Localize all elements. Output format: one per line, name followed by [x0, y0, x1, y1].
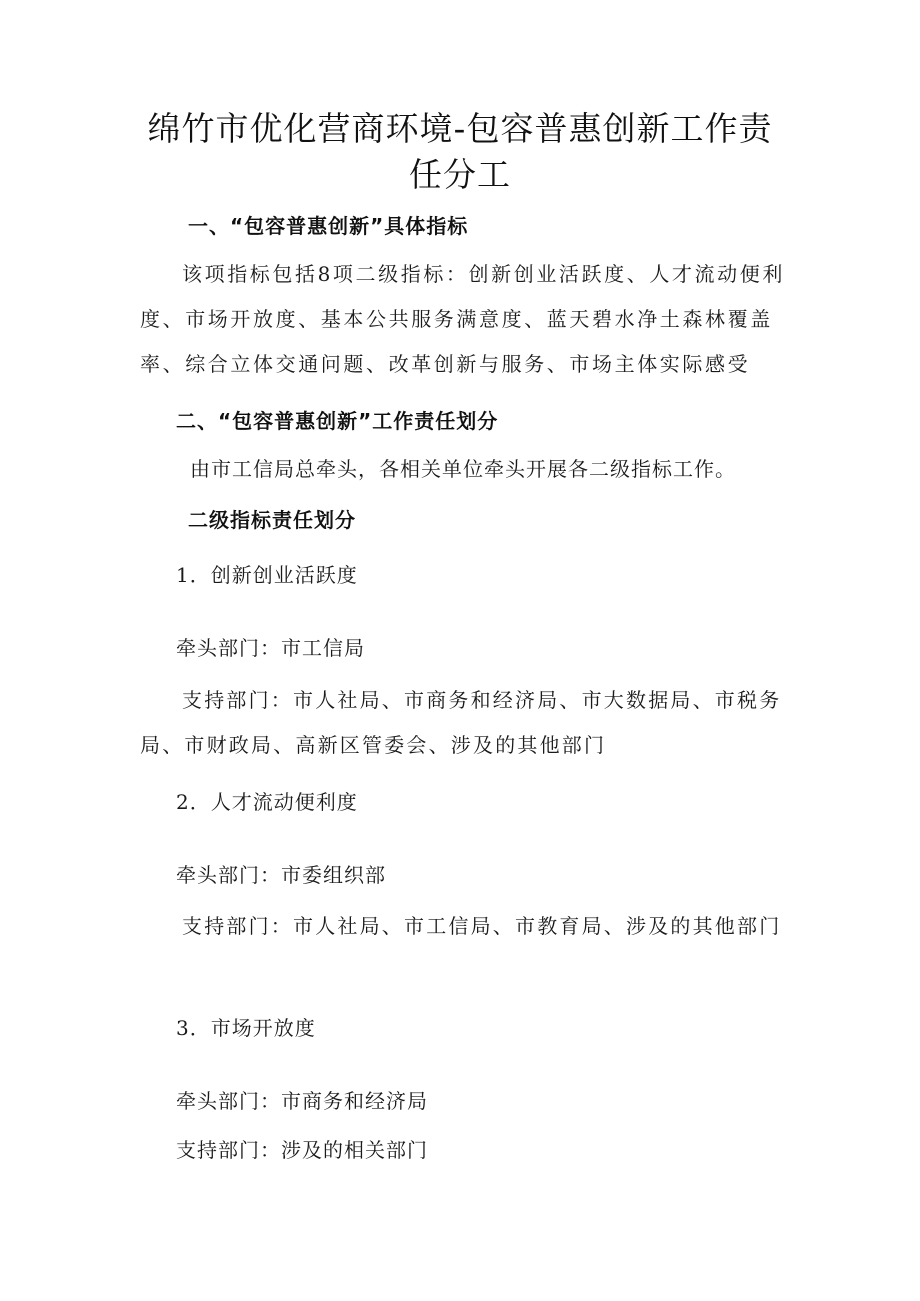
item2-title: 2．人才流动便利度: [176, 790, 358, 814]
section1-body: 该项指标包括8项二级指标：创新创业活跃度、人才流动便利度、市场开放度、基本公共服务满意度、蓝天碧水净土森林覆盖率、综合立体交通问题、改革创新与服务、市场主体实际感受: [140, 262, 785, 376]
item3-lead-dept: 牵头部门：市商务和经济局: [176, 1089, 428, 1113]
item1-support-dept: 支持部门：市人社局、市商务和经济局、市大数据局、市税务局、市财政局、高新区管委会、涉及的其他部门: [140, 688, 782, 757]
item1-title: 1．创新创业活跃度: [176, 563, 358, 587]
section2-body: 由市工信局总牵头，各相关单位牵头开展各二级指标工作。: [190, 457, 736, 481]
section2-subheading: 二级指标责任划分: [188, 508, 356, 532]
item1-lead-dept: 牵头部门：市工信局: [176, 636, 365, 660]
document-title-line2: 任分工: [409, 155, 511, 194]
item2-lead-dept: 牵头部门：市委组织部: [176, 863, 386, 887]
document-title-line1: 绵竹市优化营商环境-包容普惠创新工作责: [147, 109, 773, 148]
section1-heading: 一、“包容普惠创新”具体指标: [188, 214, 469, 238]
item2-support-dept: 支持部门：市人社局、市工信局、市教育局、涉及的其他部门: [182, 914, 782, 938]
section2-heading: 二、“包容普惠创新”工作责任划分: [176, 409, 499, 433]
item3-support-dept: 支持部门：涉及的相关部门: [176, 1138, 428, 1162]
item3-title: 3．市场开放度: [176, 1016, 316, 1040]
